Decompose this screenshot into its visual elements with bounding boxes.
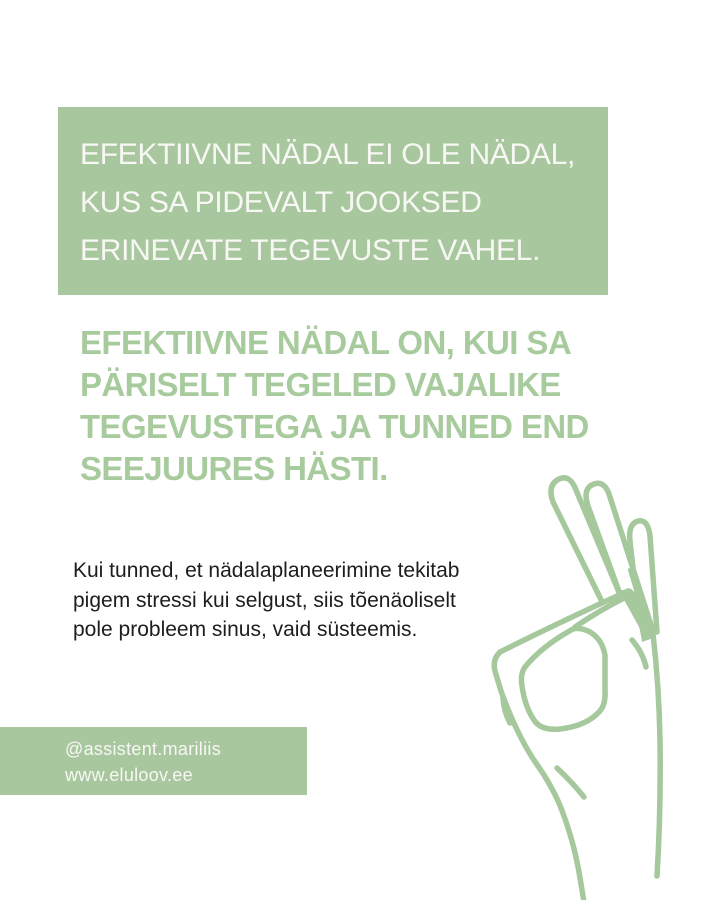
footer-handle: @assistent.mariliis xyxy=(65,739,222,759)
footer-website: www.eluloov.ee xyxy=(65,765,193,785)
headline-line: EFEKTIIVNE NÄDAL ON, KUI SA xyxy=(80,324,572,361)
top-quote-line: EFEKTIIVNE NÄDAL EI OLE NÄDAL, xyxy=(80,138,576,171)
body-paragraph xyxy=(73,556,533,645)
headline-line: SEEJUURES HÄSTI. xyxy=(80,450,388,487)
body-line: pigem stressi kui selgust, siis tõenäoliselt xyxy=(73,588,456,612)
headline-line: PÄRISELT TEGELED VAJALIKE xyxy=(80,366,561,403)
top-quote-line: ERINEVATE TEGEVUSTE VAHEL. xyxy=(80,234,541,267)
top-quote-block xyxy=(58,107,608,295)
headline-line: TEGEVUSTEGA JA TUNNED END xyxy=(80,408,589,445)
body-line: pole probleem sinus, vaid süsteemis. xyxy=(73,618,418,641)
ok-hand-svg xyxy=(480,440,720,900)
footer-credit-bar xyxy=(0,727,307,795)
body-line: Kui tunned, et nädalaplaneerimine tekitab xyxy=(73,559,460,582)
top-quote-line: KUS SA PIDEVALT JOOKSED xyxy=(80,186,482,219)
ok-hand-illustration xyxy=(480,440,720,900)
